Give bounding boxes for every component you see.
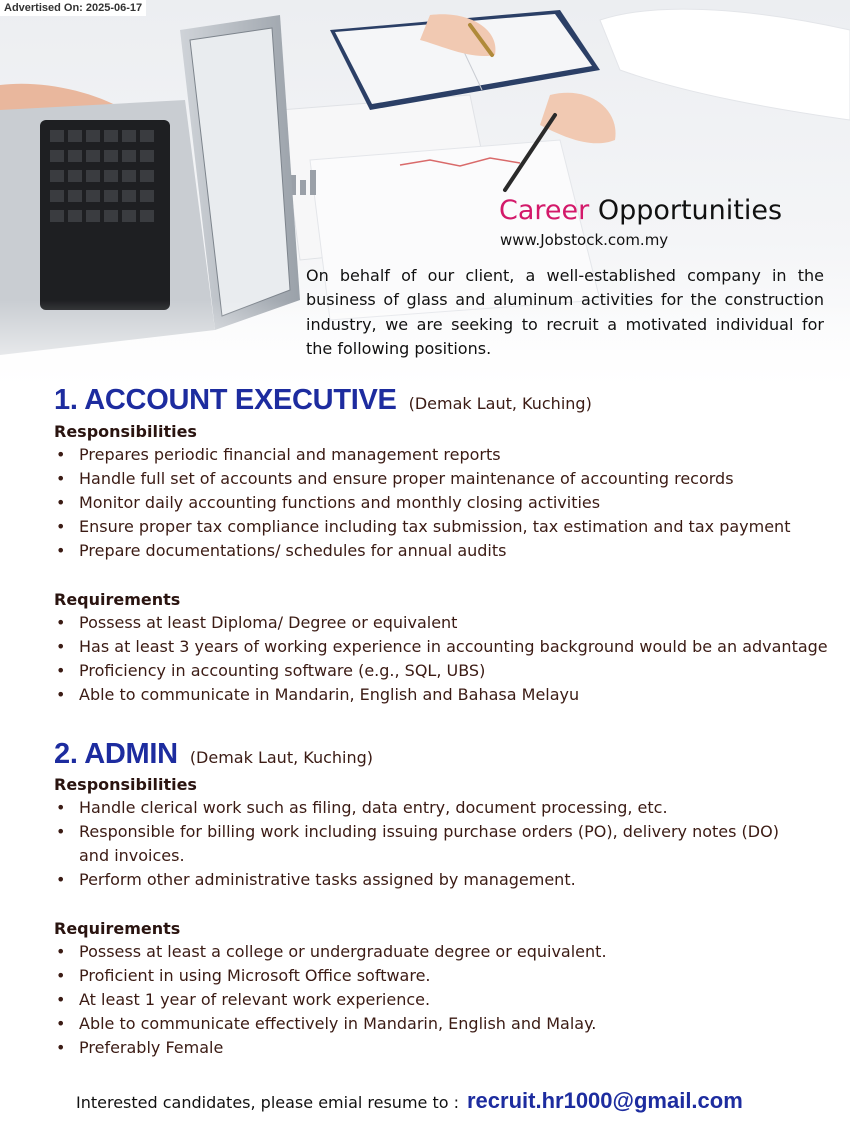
- title-accent: Career: [499, 195, 590, 226]
- list-item: • Able to communicate in Mandarin, English and Bahasa Melayu: [54, 683, 828, 707]
- page-title: [499, 193, 782, 229]
- list-item: • Prepare documentations/ schedules for annual audits: [54, 539, 790, 563]
- list-item: • Able to communicate effectively in Mandarin, English and Malay.: [54, 1012, 607, 1036]
- list-item: • Possess at least a college or undergraduate degree or equivalent.: [54, 940, 607, 964]
- job-location: (Demak Laut, Kuching): [408, 394, 592, 413]
- advertised-date: Advertised On: 2025-06-17: [0, 0, 146, 16]
- responsibilities-list: [54, 443, 790, 563]
- list-item: • Prepares periodic financial and management reports: [54, 443, 790, 467]
- responsibilities-heading: Responsibilities: [54, 422, 197, 441]
- list-item: • Preferably Female: [54, 1036, 607, 1060]
- list-item: • Perform other administrative tasks assigned by management.: [54, 868, 799, 892]
- job-location: (Demak Laut, Kuching): [189, 748, 374, 767]
- apply-instruction: Interested candidates, please emial resume to :: [76, 1093, 459, 1112]
- responsibilities-heading: Responsibilities: [54, 775, 197, 794]
- website-link[interactable]: www.Jobstock.com.my: [500, 231, 669, 249]
- list-item: • Ensure proper tax compliance including tax submission, tax estimation and tax payment: [54, 515, 790, 539]
- list-item: • At least 1 year of relevant work experience.: [54, 988, 607, 1012]
- job-name: 2. ADMIN: [54, 738, 178, 770]
- requirements-list: [54, 611, 828, 707]
- requirements-heading: Requirements: [54, 919, 181, 938]
- title-rest: Opportunities: [589, 195, 783, 226]
- list-item: • Has at least 3 years of working experience in accounting background would be an advantage: [54, 635, 828, 659]
- list-item: • Possess at least Diploma/ Degree or equivalent: [54, 611, 828, 635]
- contact-email-link[interactable]: recruit.hr1000@gmail.com: [467, 1088, 743, 1113]
- hero-banner: [0, 0, 850, 400]
- list-item: • Handle full set of accounts and ensure proper maintenance of accounting records: [54, 467, 790, 491]
- list-item: • Proficiency in accounting software (e.g., SQL, UBS): [54, 659, 828, 683]
- requirements-heading: Requirements: [54, 590, 181, 609]
- list-item: • Monitor daily accounting functions and monthly closing activities: [54, 491, 790, 515]
- list-item: • Handle clerical work such as filing, data entry, document processing, etc.: [54, 796, 799, 820]
- job-title-admin: [54, 738, 373, 771]
- job-name: 1. ACCOUNT EXECUTIVE: [54, 384, 397, 416]
- job-title-account-executive: [54, 384, 592, 417]
- responsibilities-list: [54, 796, 799, 892]
- requirements-list: [54, 940, 607, 1060]
- intro-paragraph: On behalf of our client, a well-established company in the business of glass and aluminum activities for the construction industry, we are seeking to recruit a motivated individual for the following positions.: [306, 266, 824, 358]
- list-item: • Proficient in using Microsoft Office software.: [54, 964, 607, 988]
- list-item: • Responsible for billing work including issuing purchase orders (PO), delivery notes (DO) and invoices.: [54, 820, 799, 868]
- apply-footer: [76, 1088, 743, 1114]
